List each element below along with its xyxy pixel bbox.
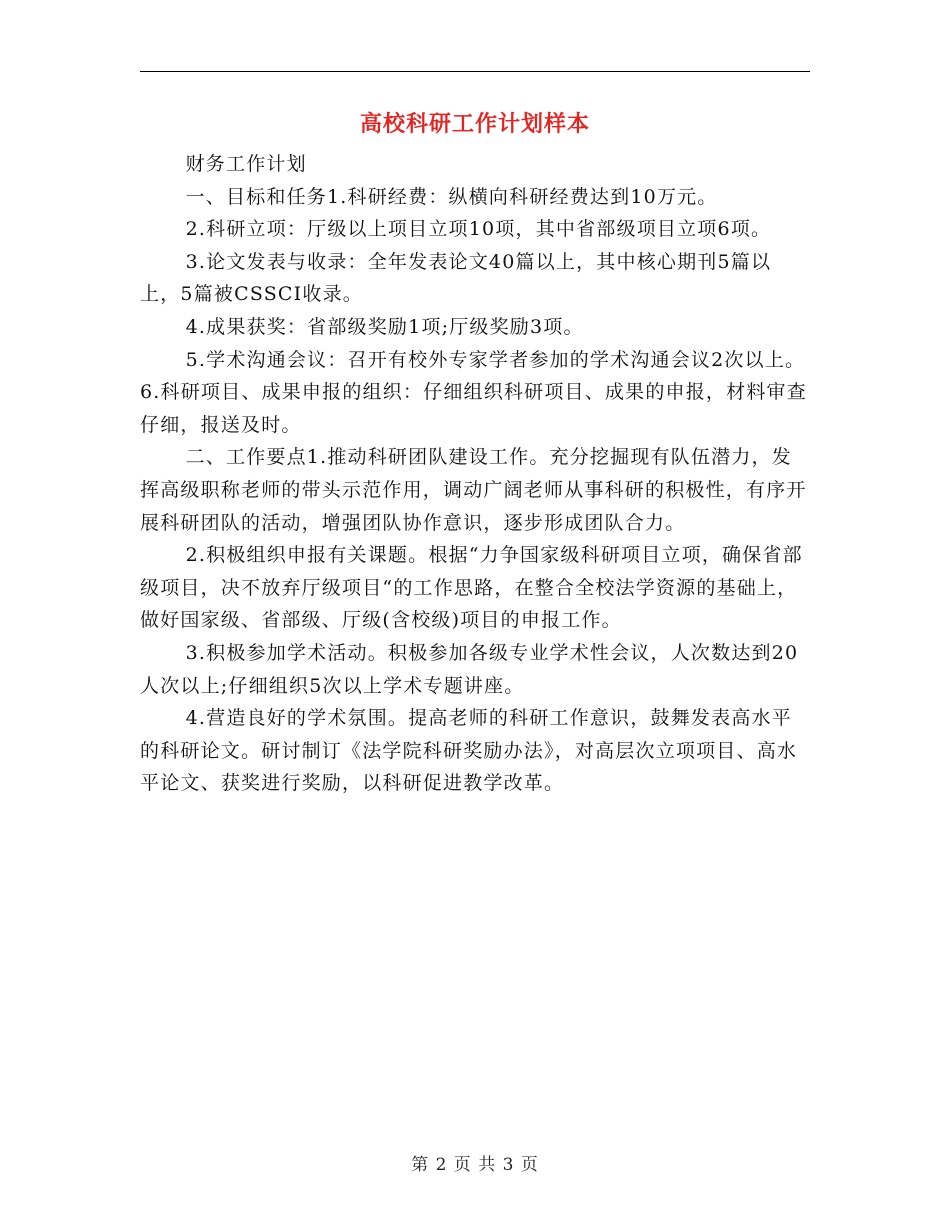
paragraph-projects: 2.科研立项：厅级以上项目立项10项，其中省部级项目立项6项。 xyxy=(185,218,772,241)
paragraph-goals: 一、目标和任务1.科研经费：纵横向科研经费达到10万元。 xyxy=(185,185,718,208)
paragraph-papers: 3.论文发表与收录：全年发表论文40篇以上，其中核心期刊5篇以上，5篇被CSSCI收录。 xyxy=(140,250,772,306)
page-number: 第 2 页 共 3 页 xyxy=(411,1155,539,1175)
paragraph-team-building: 二、工作要点1.推动科研团队建设工作。充分挖掘现有队伍潜力，发挥高级职称老师的带头示范作用，调动广阔老师从事科研的积极性，有序开展科研团队的活动，增强团队协作意识，逐步形成团队合力。 xyxy=(140,446,807,534)
paragraph-topics: 2.积极组织申报有关课题。根据“力争国家级科研项目立项，确保省部级项目，决不放弃厅级项目“的工作思路，在整合全校法学资源的基础上，做好国家级、省部级、厅级(含校级)项目的申报工作。 xyxy=(140,544,803,632)
paragraph-conferences: 5.学术沟通会议：召开有校外专家学者参加的学术沟通会议2次以上。6.科研项目、成果申报的组织：仔细组织科研项目、成果的申报，材料审查仔细，报送及时。 xyxy=(140,348,807,436)
paragraph-awards: 4.成果获奖：省部级奖励1项;厅级奖励3项。 xyxy=(185,315,584,338)
paragraph-academic-activities: 3.积极参加学术活动。积极参加各级专业学术性会议，人次数达到20人次以上;仔细组织5次以上学术专题讲座。 xyxy=(140,641,799,697)
document-title: 高校科研工作计划样本 xyxy=(359,112,590,137)
paragraph-atmosphere: 4.营造良好的学术氛围。提高老师的科研工作意识，鼓舞发表高水平的科研论文。研讨制订《法学院科研奖励办法》，对高层次立项项目、高水平论文、获奖进行奖励，以科研促进教学改革。 xyxy=(140,707,798,795)
header-rule xyxy=(140,71,810,72)
document-body xyxy=(140,148,810,800)
paragraph-subtitle: 财务工作计划 xyxy=(185,153,307,175)
